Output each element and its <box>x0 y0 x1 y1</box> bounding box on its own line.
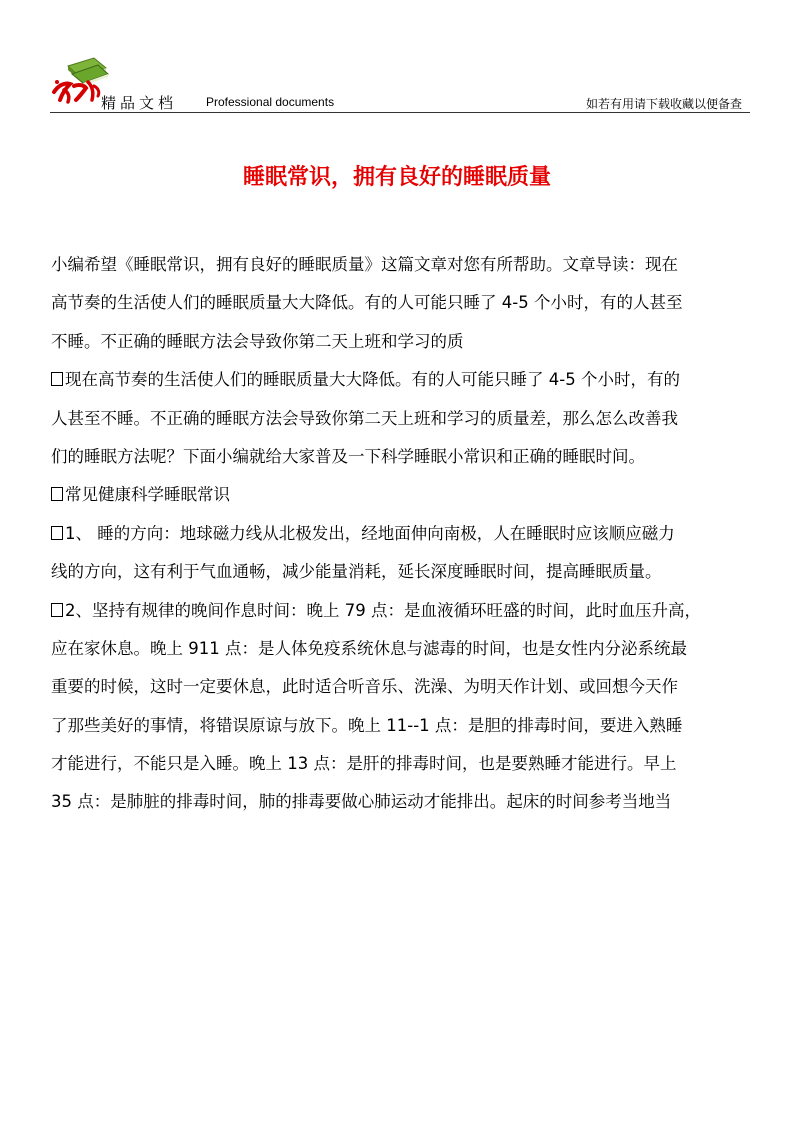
checkbox-glyph-icon <box>51 603 63 617</box>
text-line <box>51 246 769 284</box>
text-line <box>51 630 769 668</box>
brand-subtitle: Professional documents <box>206 95 335 109</box>
text-line <box>51 553 769 591</box>
text-line-content: 常见健康科学睡眠常识 <box>65 485 230 505</box>
document-title: 睡眠常识，拥有良好的睡眠质量 <box>242 165 551 190</box>
checkbox-glyph-icon <box>51 487 63 501</box>
text-line-content: 才能进行，不能只是入睡。晚上 13 点：是肝的排毒时间，也是要熟睡才能进行。早上 <box>51 754 677 774</box>
text-line-content: 不睡。不正确的睡眠方法会导致你第二天上班和学习的质 <box>51 331 464 351</box>
text-line <box>51 361 769 399</box>
text-line-content: 们的睡眠方法呢？下面小编就给大家普及一下科学睡眠小常识和正确的睡眠时间。 <box>51 446 645 466</box>
text-line <box>51 515 769 553</box>
text-line <box>51 438 769 476</box>
header-note: 如若有用请下载收藏以便备查 <box>585 97 742 111</box>
header-divider <box>50 112 750 113</box>
checkbox-glyph-icon <box>51 526 63 540</box>
brand-title: 精品文档 <box>101 94 178 112</box>
text-line <box>51 476 769 514</box>
text-line <box>51 707 769 745</box>
text-line <box>51 668 769 706</box>
text-line <box>51 400 769 438</box>
text-line-content: 35 点：是肺脏的排毒时间，肺的排毒要做心肺运动才能排出。起床的时间参考当地当 <box>51 792 672 812</box>
checkbox-glyph-icon <box>51 372 63 386</box>
text-line <box>51 284 769 322</box>
page-header <box>50 52 750 112</box>
text-line-content: 2、坚持有规律的晚间作息时间：晚上 79 点：是血液循环旺盛的时间，此时血压升高， <box>65 600 701 620</box>
text-line-content: 高节奏的生活使人们的睡眠质量大大降低。有的人可能只睡了 4-5 个小时，有的人甚至 <box>51 293 683 313</box>
text-line-content: 重要的时候，这时一定要休息，此时适合听音乐、洗澡、为明天作计划、或回想今天作 <box>51 677 678 697</box>
text-line <box>51 323 769 361</box>
text-line-content: 应在家休息。晚上 911 点：是人体免疫系统休息与滤毒的时间，也是女性内分泌系统最 <box>51 638 687 658</box>
text-line <box>51 783 769 821</box>
text-line-content: 小编希望《睡眠常识，拥有良好的睡眠质量》这篇文章对您有所帮助。文章导读：现在 <box>51 255 678 274</box>
text-line-content: 人甚至不睡。不正确的睡眠方法会导致你第二天上班和学习的质量差，那么怎么改善我 <box>51 408 678 428</box>
text-line-content: 现在高节奏的生活使人们的睡眠质量大大降低。有的人可能只睡了 4-5 个小时，有的 <box>65 370 680 390</box>
text-line <box>51 592 769 630</box>
document-body <box>51 246 769 822</box>
text-line-content: 1、 睡的方向：地球磁力线从北极发出，经地面伸向南极，人在睡眠时应该顺应磁力 <box>65 523 675 543</box>
text-line-content: 线的方向，这有利于气血通畅，减少能量消耗，延长深度睡眠时间，提高睡眠质量。 <box>51 562 662 582</box>
text-line <box>51 745 769 783</box>
text-line-content: 了那些美好的事情，将错误原谅与放下。晚上 11--1 点：是胆的排毒时间，要进入熟睡 <box>51 715 683 735</box>
